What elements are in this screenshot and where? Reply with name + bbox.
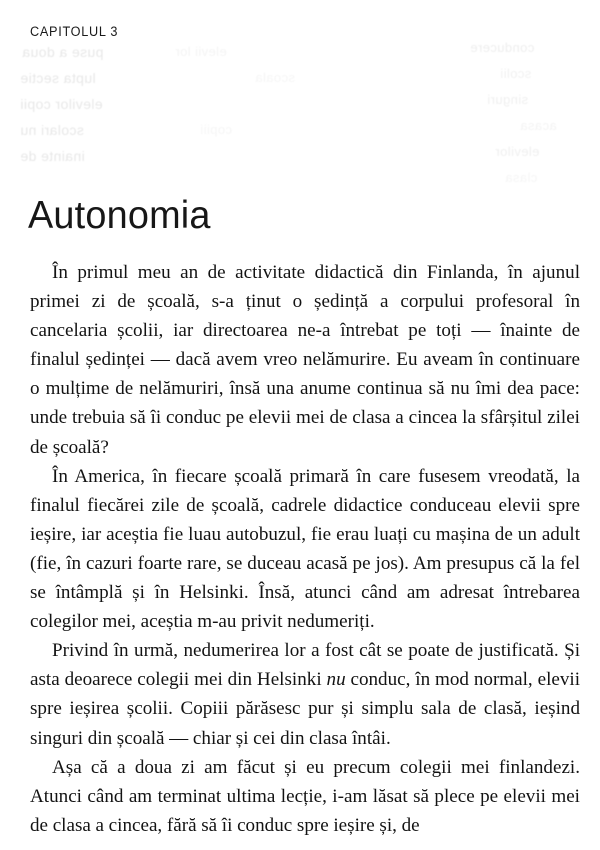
chapter-label: CAPITOLUL 3: [30, 24, 119, 39]
bleedthrough-line: scoala: [255, 70, 295, 85]
paragraph: În America, în fiecare școală primară în care fusesem vreodată, la finalul fiecărei zile de școală, cadrele didactice conduceau elevii spre ieșire, iar aceștia fie luau autobuzul, fie erau luați cu mașina de un adult (fie, în cazuri foarte rare, se duceau acasă pe jos). Am presupus că la fel se întâmplă și în Helsinki. Însă, atunci când am adresat întrebarea colegilor mei, aceștia m-au privit nedumeriți.: [30, 465, 580, 633]
bleedthrough-line: scolii: [500, 66, 532, 81]
bleedthrough-line: clasa: [505, 170, 538, 185]
paragraph: Așa că a doua zi am făcut și eu precum colegii mei finlandezi. Atunci când am terminat ultima lecție, i-am lăsat să plece pe elevii mei de clasa a cincea, fără să îi conduc spre ieșire și, de: [30, 756, 580, 836]
bleedthrough-line: scolari nu: [20, 122, 84, 138]
bleedthrough-line: copiii: [200, 122, 233, 137]
bleedthrough-line: conducere: [470, 40, 535, 55]
bleedthrough-line: puse a doua: [22, 44, 104, 60]
page-title: Autonomia: [28, 194, 211, 238]
paragraph: Privind în urmă, nedumerirea lor a fost cât se poate de justificată. Și asta deoarece colegii mei din Helsinki nu conduc, în mod normal, elevii spre ieșirea școlii. Copiii părăsesc pur și simplu sala de clasă, ieșind singuri din școală — chiar și cei din clasa întâi.: [30, 640, 581, 749]
bleedthrough-line: singuri: [487, 92, 529, 107]
paragraph: În primul meu an de activitate didactică din Finlanda, în ajunul primei zi de școală, s-a ținut o ședință a corpului profesoral în cancelaria școlii, iar directoarea ne-a întrebat pe toți — înainte de finalul ședinței — dacă avem vreo nelămurire. Eu aveam în continuare o mulțime de nelămuriri, însă una anume continua să nu îmi dea pace: unde trebuia să îi conduc pe elevii mei de clasa a cincea la sfârșitul zilei de școală?: [30, 262, 580, 458]
body-text-block: [30, 258, 580, 840]
emphasized-word: nu: [326, 669, 346, 691]
bleedthrough-line: acasa: [520, 118, 557, 133]
bleedthrough-line: elevii lor: [175, 44, 227, 59]
bleedthrough-line: inainte de: [20, 148, 85, 164]
bleedthrough-line: lupta sectie: [20, 70, 96, 86]
bleedthrough-line: elevilor copii: [20, 96, 103, 112]
bleedthrough-line: elevilor: [495, 144, 540, 159]
